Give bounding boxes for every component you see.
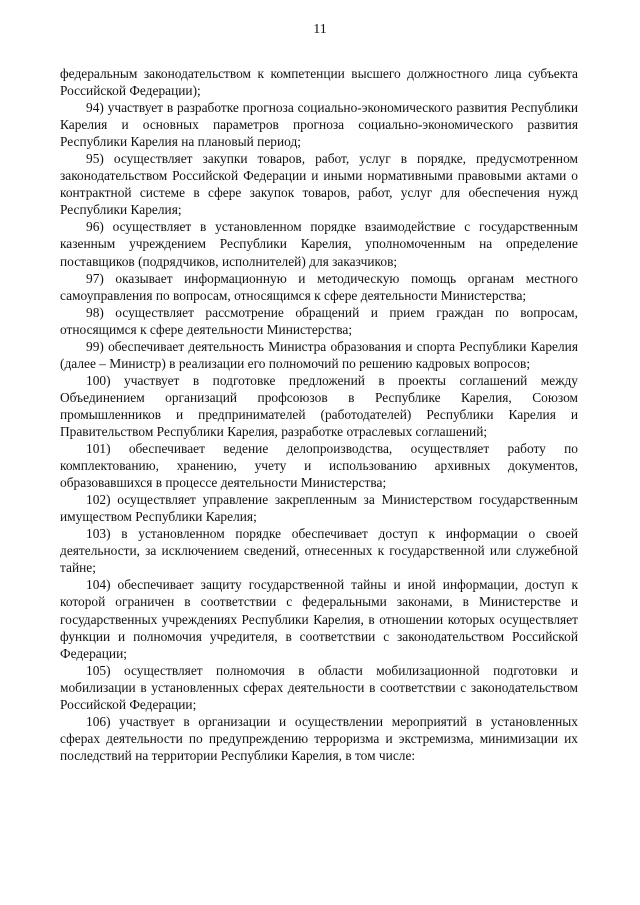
paragraph: 106) участвует в организации и осуществлении мероприятий в установленных сферах деятельности по предупреждению терроризма и экстремизма, минимизации их последствий на территории Республики Карелия, в том числе: xyxy=(60,713,578,763)
paragraph: 94) участвует в разработке прогноза социально-экономического развития Республики Карелия и основных параметров прогноза социально-экономического развития Республики Карелия на плановый период; xyxy=(60,100,578,150)
paragraph: 101) обеспечивает ведение делопроизводства, осуществляет работу по комплектованию, хранению, учету и использованию архивных документов, образовавшихся в процессе деятельности Министерства; xyxy=(60,441,578,491)
paragraph: 104) обеспечивает защиту государственной тайны и иной информации, доступ к которой ограничен в соответствии с федеральными законами, в Министерстве и государственных учреждениях Республики Карелия, в отношении которых осуществляет функции и полномочия учредителя, в соответствии с законодательством Российской Федерации; xyxy=(60,577,578,661)
paragraph: 100) участвует в подготовке предложений в проекты соглашений между Объединением организаций профсоюзов в Республике Карелия, Союзом промышленников и предпринимателей (работодателей) Республики Карелия и Правительством Республики Карелия, разработке отраслевых соглашений; xyxy=(60,372,578,439)
document-body xyxy=(60,65,578,764)
paragraph: 98) осуществляет рассмотрение обращений и прием граждан по вопросам, относящимся к сфере деятельности Министерства; xyxy=(60,304,578,337)
paragraph: 103) в установленном порядке обеспечивает доступ к информации о своей деятельности, за исключением сведений, отнесенных к государственной или служебной тайне; xyxy=(60,526,578,576)
paragraph: 96) осуществляет в установленном порядке взаимодействие с государственным казенным учреждением Республики Карелия, уполномоченным на определение поставщиков (подрядчиков, исполнителей) для заказчиков; xyxy=(60,219,578,269)
page-number: 11 xyxy=(313,22,327,37)
paragraph: федеральным законодательством к компетенции высшего должностного лица субъекта Российской Федерации); xyxy=(60,66,578,99)
paragraph: 95) осуществляет закупки товаров, работ, услуг в порядке, предусмотренном законодательством Российской Федерации и иными нормативными правовыми актами о контрактной системе в сфере закупок товаров, работ, услуг для обеспечения нужд Республики Карелия; xyxy=(60,151,578,218)
paragraph: 105) осуществляет полномочия в области мобилизационной подготовки и мобилизации в установленных сферах деятельности в соответствии с законодательством Российской Федерации; xyxy=(60,662,578,712)
paragraph: 97) оказывает информационную и методическую помощь органам местного самоуправления по вопросам, относящимся к сфере деятельности Министерства; xyxy=(60,270,578,303)
paragraph: 102) осуществляет управление закрепленным за Министерством государственным имуществом Республики Карелия; xyxy=(60,492,578,525)
paragraph: 99) обеспечивает деятельность Министра образования и спорта Республики Карелия (далее – Министр) в реализации его полномочий по решению кадровых вопросов; xyxy=(60,338,578,371)
